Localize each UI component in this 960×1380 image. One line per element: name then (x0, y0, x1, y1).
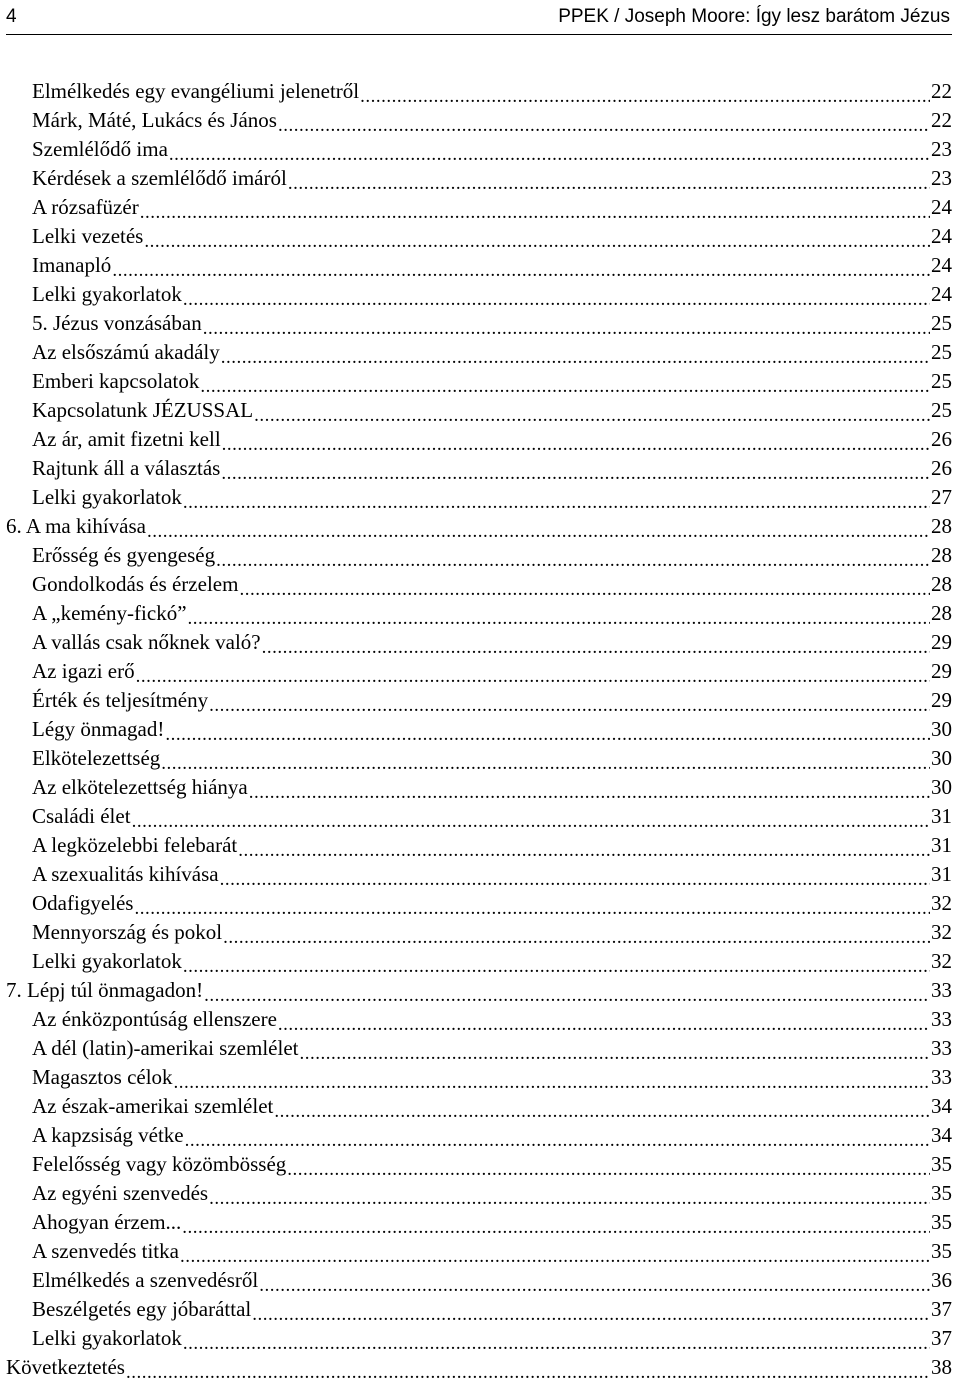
toc-entry-title: Mennyország és pokol (32, 920, 223, 944)
dot-leader (126, 1358, 930, 1378)
dot-leader (147, 517, 930, 537)
toc-entry-title: Lelki gyakorlatok (32, 485, 182, 509)
dot-leader (136, 662, 930, 682)
toc-entry-page-number: 37 (931, 1297, 952, 1321)
dot-leader (223, 923, 930, 943)
dot-leader (183, 488, 930, 508)
toc-entry-page-number: 25 (931, 340, 952, 364)
dot-leader (360, 82, 930, 102)
toc-entry-page-number: 24 (931, 224, 952, 248)
toc-entry[interactable] (0, 1293, 960, 1322)
toc-entry-page-number: 32 (931, 949, 952, 973)
toc-entry[interactable] (0, 1235, 960, 1264)
toc-entry-page-number: 37 (931, 1326, 952, 1350)
toc-entry[interactable] (0, 771, 960, 800)
toc-entry-title: Lelki gyakorlatok (32, 282, 182, 306)
toc-entry[interactable] (0, 887, 960, 916)
dot-leader (238, 836, 930, 856)
toc-entry-title: Az egyéni szenvedés (32, 1181, 209, 1205)
toc-entry-title: A rózsafüzér (32, 195, 139, 219)
toc-entry-title: Az észak-amerikai szemlélet (32, 1094, 274, 1118)
dot-leader (161, 749, 930, 769)
dot-leader (144, 227, 930, 247)
toc-entry[interactable] (0, 336, 960, 365)
table-of-contents (0, 75, 960, 1380)
toc-entry[interactable] (0, 394, 960, 423)
dot-leader (200, 372, 930, 392)
toc-entry[interactable] (0, 684, 960, 713)
toc-entry-page-number: 24 (931, 195, 952, 219)
toc-entry-title: 7. Lépj túl önmagadon! (6, 978, 204, 1002)
toc-entry-title: Az elkötelezettség hiánya (32, 775, 248, 799)
dot-leader (134, 894, 930, 914)
toc-entry[interactable] (0, 713, 960, 742)
toc-entry[interactable] (0, 626, 960, 655)
toc-entry[interactable] (0, 423, 960, 452)
dot-leader (278, 111, 930, 131)
dot-leader (182, 1213, 930, 1233)
toc-entry-page-number: 33 (931, 1036, 952, 1060)
dot-leader (112, 256, 930, 276)
toc-entry[interactable] (0, 249, 960, 278)
toc-entry-title: Szemlélődő ima (32, 137, 168, 161)
toc-entry[interactable] (0, 568, 960, 597)
toc-entry-title: Felelősség vagy közömbösség (32, 1152, 287, 1176)
toc-entry[interactable] (0, 858, 960, 887)
toc-entry[interactable] (0, 1061, 960, 1090)
toc-entry[interactable] (0, 945, 960, 974)
toc-entry[interactable] (0, 104, 960, 133)
toc-entry[interactable] (0, 1206, 960, 1235)
toc-entry-title: A vallás csak nőknek való? (32, 630, 261, 654)
toc-entry-title: Magasztos célok (32, 1065, 173, 1089)
toc-entry-title: Beszélgetés egy jóbaráttal (32, 1297, 252, 1321)
dot-leader (220, 865, 930, 885)
toc-entry[interactable] (0, 191, 960, 220)
page-header (6, 0, 952, 35)
toc-entry[interactable] (0, 365, 960, 394)
toc-entry[interactable] (0, 1003, 960, 1032)
toc-entry[interactable] (0, 1264, 960, 1293)
toc-entry-title: Márk, Máté, Lukács és János (32, 108, 277, 132)
dot-leader (180, 1242, 930, 1262)
toc-entry[interactable] (0, 1148, 960, 1177)
toc-entry-title: Lelki gyakorlatok (32, 1326, 182, 1350)
toc-entry-title: Rajtunk áll a választás (32, 456, 221, 480)
toc-entry-title: Következtetés (6, 1355, 125, 1379)
toc-entry-page-number: 24 (931, 253, 952, 277)
dot-leader (254, 401, 930, 421)
toc-entry-title: Kapcsolatunk JÉZUSSAL (32, 398, 254, 422)
toc-entry-page-number: 35 (931, 1210, 952, 1234)
dot-leader (287, 1155, 930, 1175)
dot-leader (252, 1300, 930, 1320)
dot-leader (132, 807, 930, 827)
dot-leader (183, 952, 930, 972)
dot-leader (222, 430, 930, 450)
toc-entry-title: Kérdések a szemlélődő imáról (32, 166, 287, 190)
toc-entry[interactable] (0, 1351, 960, 1380)
toc-entry[interactable] (0, 974, 960, 1003)
toc-entry-page-number: 30 (931, 746, 952, 770)
toc-entry-title: Emberi kapcsolatok (32, 369, 200, 393)
toc-entry[interactable] (0, 75, 960, 104)
toc-entry-page-number: 26 (931, 456, 952, 480)
toc-entry-page-number: 33 (931, 978, 952, 1002)
toc-entry-page-number: 28 (931, 572, 952, 596)
toc-entry-page-number: 33 (931, 1065, 952, 1089)
toc-entry-page-number: 29 (931, 630, 952, 654)
toc-entry-page-number: 33 (931, 1007, 952, 1031)
toc-entry[interactable] (0, 539, 960, 568)
dot-leader (183, 285, 930, 305)
toc-entry[interactable] (0, 220, 960, 249)
toc-entry-title: 5. Jézus vonzásában (32, 311, 202, 335)
dot-leader (221, 343, 930, 363)
toc-entry[interactable] (0, 1322, 960, 1351)
toc-entry-page-number: 34 (931, 1094, 952, 1118)
toc-entry-page-number: 32 (931, 920, 952, 944)
toc-entry-title: A szexualitás kihívása (32, 862, 219, 886)
dot-leader (221, 459, 930, 479)
toc-entry-page-number: 31 (931, 862, 952, 886)
dot-leader (165, 720, 930, 740)
toc-entry-title: A kapzsiság vétke (32, 1123, 184, 1147)
toc-entry-page-number: 29 (931, 659, 952, 683)
toc-entry-title: Az énközpontúság ellenszere (32, 1007, 277, 1031)
toc-entry[interactable] (0, 597, 960, 626)
toc-entry-title: Az igazi erő (32, 659, 135, 683)
dot-leader (209, 1184, 930, 1204)
toc-entry-page-number: 29 (931, 688, 952, 712)
page-number: 4 (6, 6, 17, 27)
dot-leader (204, 981, 930, 1001)
dot-leader (169, 140, 930, 160)
toc-entry-page-number: 23 (931, 166, 952, 190)
dot-leader (259, 1271, 930, 1291)
dot-leader (274, 1097, 930, 1117)
toc-entry-page-number: 35 (931, 1152, 952, 1176)
toc-entry-title: Lelki vezetés (32, 224, 144, 248)
toc-entry-page-number: 36 (931, 1268, 952, 1292)
toc-entry-page-number: 31 (931, 833, 952, 857)
toc-entry[interactable] (0, 1032, 960, 1061)
toc-entry-title: A legközelebbi felebarát (32, 833, 238, 857)
toc-entry[interactable] (0, 278, 960, 307)
toc-entry-title: 6. A ma kihívása (6, 514, 146, 538)
toc-entry-title: A dél (latin)-amerikai szemlélet (32, 1036, 299, 1060)
dot-leader (185, 1126, 930, 1146)
toc-entry-page-number: 34 (931, 1123, 952, 1147)
toc-entry[interactable] (0, 307, 960, 336)
toc-entry-page-number: 25 (931, 311, 952, 335)
dot-leader (239, 575, 930, 595)
toc-entry-title: Odafigyelés (32, 891, 134, 915)
toc-entry-title: Elmélkedés egy evangéliumi jelenetről (32, 79, 360, 103)
toc-entry-title: A „kemény-fickó” (32, 601, 187, 625)
toc-entry-page-number: 28 (931, 543, 952, 567)
dot-leader (278, 1010, 930, 1030)
dot-leader (209, 691, 930, 711)
toc-entry-title: Lelki gyakorlatok (32, 949, 182, 973)
toc-entry-page-number: 22 (931, 79, 952, 103)
toc-entry[interactable] (0, 1119, 960, 1148)
toc-entry-title: Családi élet (32, 804, 131, 828)
toc-entry-title: A szenvedés titka (32, 1239, 179, 1263)
dot-leader (203, 314, 930, 334)
dot-leader (299, 1039, 930, 1059)
toc-entry-title: Elkötelezettség (32, 746, 161, 770)
dot-leader (140, 198, 930, 218)
toc-entry-page-number: 28 (931, 514, 952, 538)
toc-entry-page-number: 30 (931, 717, 952, 741)
toc-entry-title: Erősség és gyengeség (32, 543, 216, 567)
toc-entry-title: Imanapló (32, 253, 112, 277)
toc-entry-page-number: 38 (931, 1355, 952, 1379)
dot-leader (216, 546, 930, 566)
dot-leader (174, 1068, 930, 1088)
toc-entry-page-number: 28 (931, 601, 952, 625)
dot-leader (262, 633, 930, 653)
toc-entry[interactable] (0, 452, 960, 481)
toc-entry-page-number: 31 (931, 804, 952, 828)
toc-entry-title: Gondolkodás és érzelem (32, 572, 239, 596)
toc-entry-page-number: 32 (931, 891, 952, 915)
toc-entry-page-number: 27 (931, 485, 952, 509)
toc-entry-page-number: 30 (931, 775, 952, 799)
toc-entry[interactable] (0, 510, 960, 539)
toc-entry[interactable] (0, 133, 960, 162)
dot-leader (183, 1329, 930, 1349)
toc-entry-page-number: 26 (931, 427, 952, 451)
toc-entry-page-number: 35 (931, 1181, 952, 1205)
toc-entry[interactable] (0, 829, 960, 858)
toc-entry-page-number: 25 (931, 369, 952, 393)
toc-entry-title: Elmélkedés a szenvedésről (32, 1268, 259, 1292)
running-title: PPEK / Joseph Moore: Így lesz barátom Jézus (558, 6, 950, 27)
toc-entry[interactable] (0, 916, 960, 945)
toc-entry-title: Az elsőszámú akadály (32, 340, 220, 364)
toc-entry[interactable] (0, 481, 960, 510)
toc-entry-title: Légy önmagad! (32, 717, 165, 741)
toc-entry-title: Ahogyan érzem... (32, 1210, 182, 1234)
toc-entry[interactable] (0, 742, 960, 771)
toc-entry[interactable] (0, 1090, 960, 1119)
toc-entry-page-number: 25 (931, 398, 952, 422)
dot-leader (288, 169, 930, 189)
toc-entry-title: Az ár, amit fizetni kell (32, 427, 221, 451)
dot-leader (249, 778, 930, 798)
toc-entry-page-number: 35 (931, 1239, 952, 1263)
toc-entry-title: Érték és teljesítmény (32, 688, 209, 712)
dot-leader (188, 604, 930, 624)
toc-entry[interactable] (0, 162, 960, 191)
toc-entry[interactable] (0, 655, 960, 684)
toc-entry[interactable] (0, 800, 960, 829)
toc-entry-page-number: 24 (931, 282, 952, 306)
toc-entry-page-number: 22 (931, 108, 952, 132)
toc-entry[interactable] (0, 1177, 960, 1206)
toc-entry-page-number: 23 (931, 137, 952, 161)
